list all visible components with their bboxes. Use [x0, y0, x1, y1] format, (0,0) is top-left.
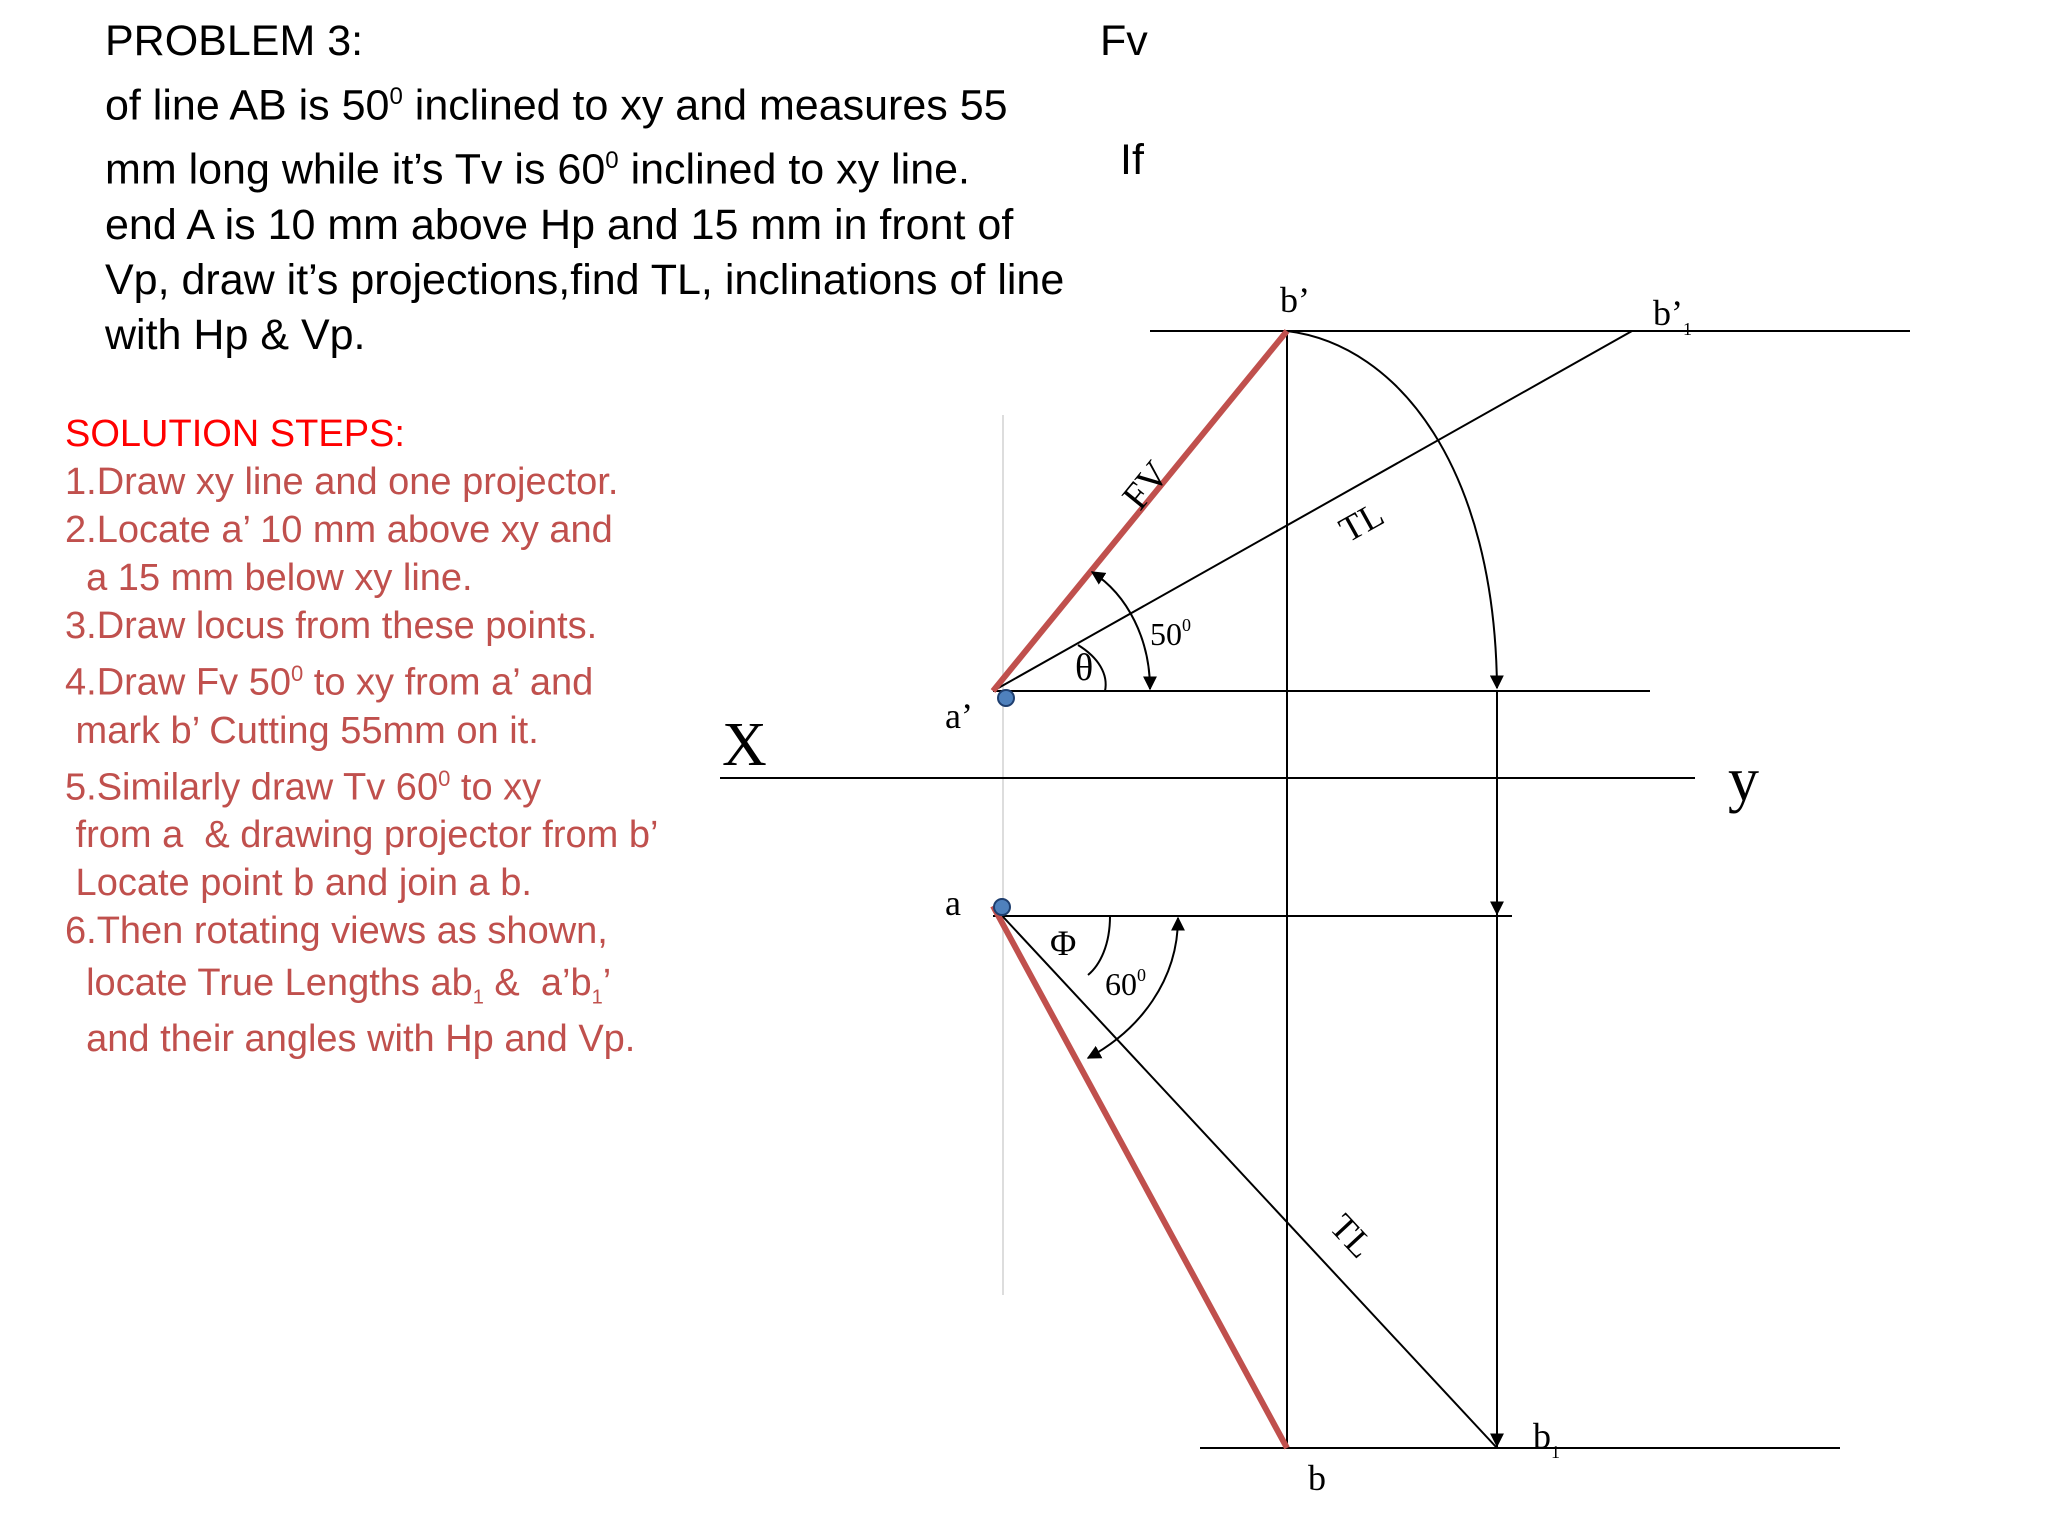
step-5a-text: 5.Similarly draw Tv 60: [65, 766, 439, 809]
problem-line-4: end A is 10 mm above Hp and 15 mm in front of: [105, 200, 1014, 249]
point-a-prime: [998, 690, 1014, 706]
step-4b: mark b’ Cutting 55mm on it.: [65, 709, 539, 752]
step-6c: and their angles with Hp and Vp.: [65, 1018, 636, 1061]
label-b1-prime: $b’_1$: [1653, 293, 1692, 339]
label-sixty-degrees: $60^0$: [1105, 965, 1146, 1002]
subscript: 1: [472, 986, 484, 1009]
problem-title-right: Fv: [1100, 17, 1148, 65]
label-tl-upper: TL: [1332, 493, 1391, 550]
step-3: 3.Draw locus from these points.: [65, 605, 598, 647]
step-6b-text-1: locate True Lengths ab: [65, 962, 473, 1005]
label-fifty-degrees: $50^0$: [1150, 615, 1191, 652]
step-4a-rest: to xy from a’ and: [303, 661, 594, 704]
label-fv: FV: [1114, 453, 1178, 518]
step-1: 1.Draw xy line and one projector.: [65, 461, 619, 503]
top-view-line: [993, 906, 1287, 1448]
step-4a-text: 4.Draw Fv 50: [65, 661, 291, 704]
step-2b: a 15 mm below xy line.: [65, 557, 473, 599]
problem-line-2-rest: inclined to xy and measures 55: [402, 81, 1008, 130]
solution-heading: SOLUTION STEPS:: [65, 413, 405, 455]
subscript: 1: [591, 986, 603, 1009]
problem-line-3-right: If: [1120, 136, 1144, 185]
label-b: b: [1308, 1458, 1326, 1498]
label-y: y: [1728, 746, 1759, 814]
problem-line-6: with Hp & Vp.: [105, 310, 366, 359]
step-6b-text-3: ’: [602, 962, 612, 1005]
problem-title: PROBLEM 3:: [105, 17, 364, 65]
label-a-prime: a’: [945, 696, 973, 736]
label-a: a: [945, 883, 961, 923]
step-2a: 2.Locate a’ 10 mm above xy and: [65, 509, 613, 551]
point-a: [994, 899, 1010, 915]
label-theta: θ: [1075, 647, 1094, 689]
label-b1: $b_1$: [1533, 1416, 1560, 1462]
problem-line-5: Vp, draw it’s projections,find TL, inclinations of line: [105, 255, 1065, 304]
step-5b: from a & drawing projector from b’: [65, 814, 659, 857]
rotation-arc: [1287, 331, 1497, 688]
degree-sup: 0: [389, 83, 403, 110]
step-5c: Locate point b and join a b.: [65, 862, 532, 905]
problem-line-3-text: mm long while it’s Tv is 60: [105, 145, 606, 194]
label-tl-lower: TL: [1322, 1206, 1382, 1266]
degree-sup: 0: [438, 765, 451, 791]
degree-sup: 0: [290, 661, 304, 686]
label-b-prime: b’: [1280, 280, 1310, 320]
degree-sup: 0: [605, 147, 619, 175]
label-phi: Φ: [1050, 923, 1077, 963]
step-6a: 6.Then rotating views as shown,: [65, 910, 608, 953]
problem-line-3-rest: inclined to xy line.: [618, 145, 970, 194]
step-6b-text-2: & a’b: [483, 962, 592, 1005]
problem-line-2-text: of line AB is 50: [105, 81, 390, 130]
step-5a-rest: to xy: [450, 766, 542, 809]
true-length-front: [993, 331, 1632, 691]
label-x: X: [722, 711, 767, 779]
